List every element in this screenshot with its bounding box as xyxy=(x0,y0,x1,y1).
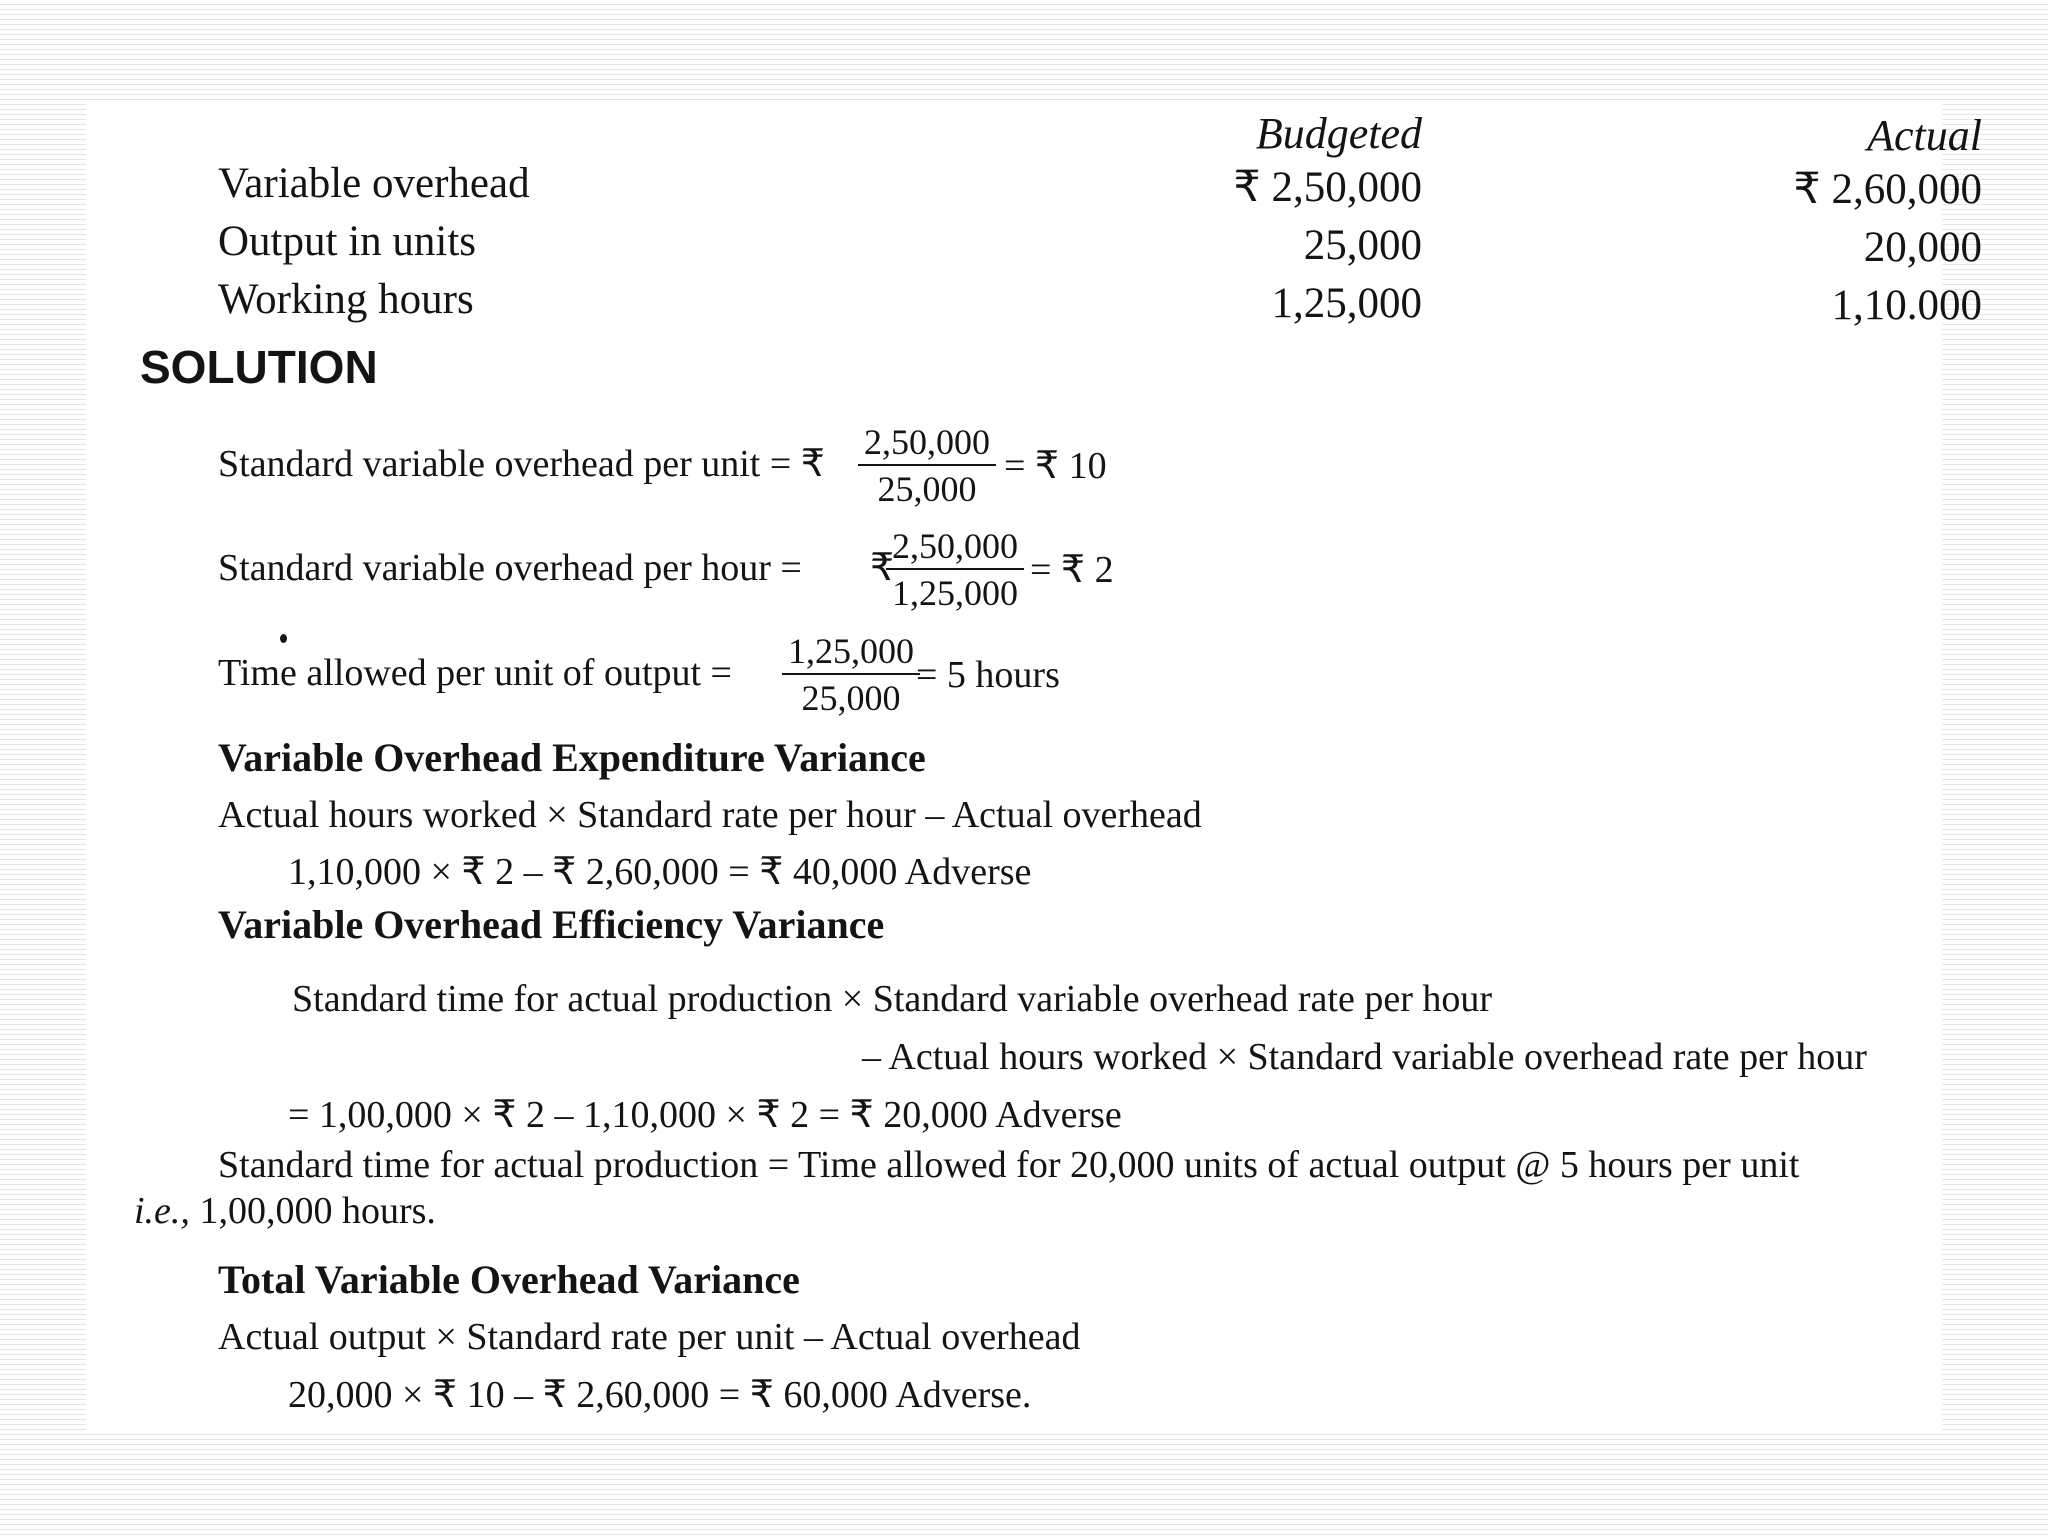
efficiency-note-hours: 1,00,000 hours. xyxy=(189,1190,436,1232)
time-allowed-result: = 5 hours xyxy=(916,654,1060,696)
total-variance-heading: Total Variable Overhead Variance xyxy=(218,1257,800,1302)
std-per-unit-label: Standard variable overhead per unit = ₹ xyxy=(218,443,825,485)
efficiency-variance-heading: Variable Overhead Efficiency Variance xyxy=(218,902,885,947)
expenditure-variance-calc: 1,10,000 × ₹ 2 – ₹ 2,60,000 = ₹ 40,000 Adverse xyxy=(288,851,1032,893)
expenditure-variance-formula: Actual hours worked × Standard rate per hour – Actual overhead xyxy=(218,794,1202,836)
solution-heading: SOLUTION xyxy=(140,341,378,393)
document-page xyxy=(86,102,1982,1430)
std-per-hour-denominator: 1,25,000 xyxy=(892,573,1018,613)
header-budgeted: Budgeted xyxy=(1255,109,1422,158)
std-per-hour-label: Standard variable overhead per hour = xyxy=(218,547,802,589)
row-label-working-hours: Working hours xyxy=(218,276,474,323)
total-variance-calc: 20,000 × ₹ 10 – ₹ 2,60,000 = ₹ 60,000 Adverse. xyxy=(288,1374,1032,1416)
efficiency-note-line2 xyxy=(134,1192,436,1230)
std-per-unit-numerator: 2,50,000 xyxy=(858,424,996,466)
row-actual-output-units: 20,000 xyxy=(1863,224,1982,271)
std-per-unit-denominator: 25,000 xyxy=(877,469,977,509)
time-allowed-denominator: 25,000 xyxy=(801,678,901,718)
row-label-output-units: Output in units xyxy=(218,218,477,265)
stray-mark xyxy=(280,634,287,643)
header-actual: Actual xyxy=(1867,111,1982,160)
time-allowed-label: Time allowed per unit of output = xyxy=(218,652,732,694)
total-variance-formula: Actual output × Standard rate per unit – Actual overhead xyxy=(218,1316,1081,1358)
std-per-unit-result: = ₹ 10 xyxy=(1004,445,1107,487)
efficiency-formula-line2: – Actual hours worked × Standard variable overhead rate per hour xyxy=(862,1036,1867,1078)
row-actual-variable-overhead: ₹ 2,60,000 xyxy=(1793,166,1982,213)
std-per-hour-numerator: 2,50,000 xyxy=(886,528,1024,570)
row-budgeted-output-units: 25,000 xyxy=(1303,222,1422,269)
row-budgeted-variable-overhead: ₹ 2,50,000 xyxy=(1233,164,1422,211)
row-actual-working-hours: 1,10.000 xyxy=(1831,282,1982,329)
std-per-hour-fraction xyxy=(886,528,1024,611)
expenditure-variance-heading: Variable Overhead Expenditure Variance xyxy=(218,735,926,780)
efficiency-variance-calc: = 1,00,000 × ₹ 2 – 1,10,000 × ₹ 2 = ₹ 20,000 Adverse xyxy=(288,1094,1122,1136)
std-per-unit-fraction xyxy=(858,424,996,507)
std-per-hour-result: = ₹ 2 xyxy=(1030,549,1114,591)
time-allowed-numerator: 1,25,000 xyxy=(782,633,920,675)
ie-abbrev: i.e., xyxy=(134,1190,190,1232)
efficiency-formula-line1: Standard time for actual production × Standard variable overhead rate per hour xyxy=(292,978,1493,1020)
row-budgeted-working-hours: 1,25,000 xyxy=(1271,280,1422,327)
time-allowed-fraction xyxy=(782,633,920,716)
std-per-hour-prefix: ₹ xyxy=(870,547,895,589)
efficiency-note-line1: Standard time for actual production = Time allowed for 20,000 units of actual output @ 5 hours per unit xyxy=(218,1144,1800,1186)
row-label-variable-overhead: Variable overhead xyxy=(218,160,530,207)
